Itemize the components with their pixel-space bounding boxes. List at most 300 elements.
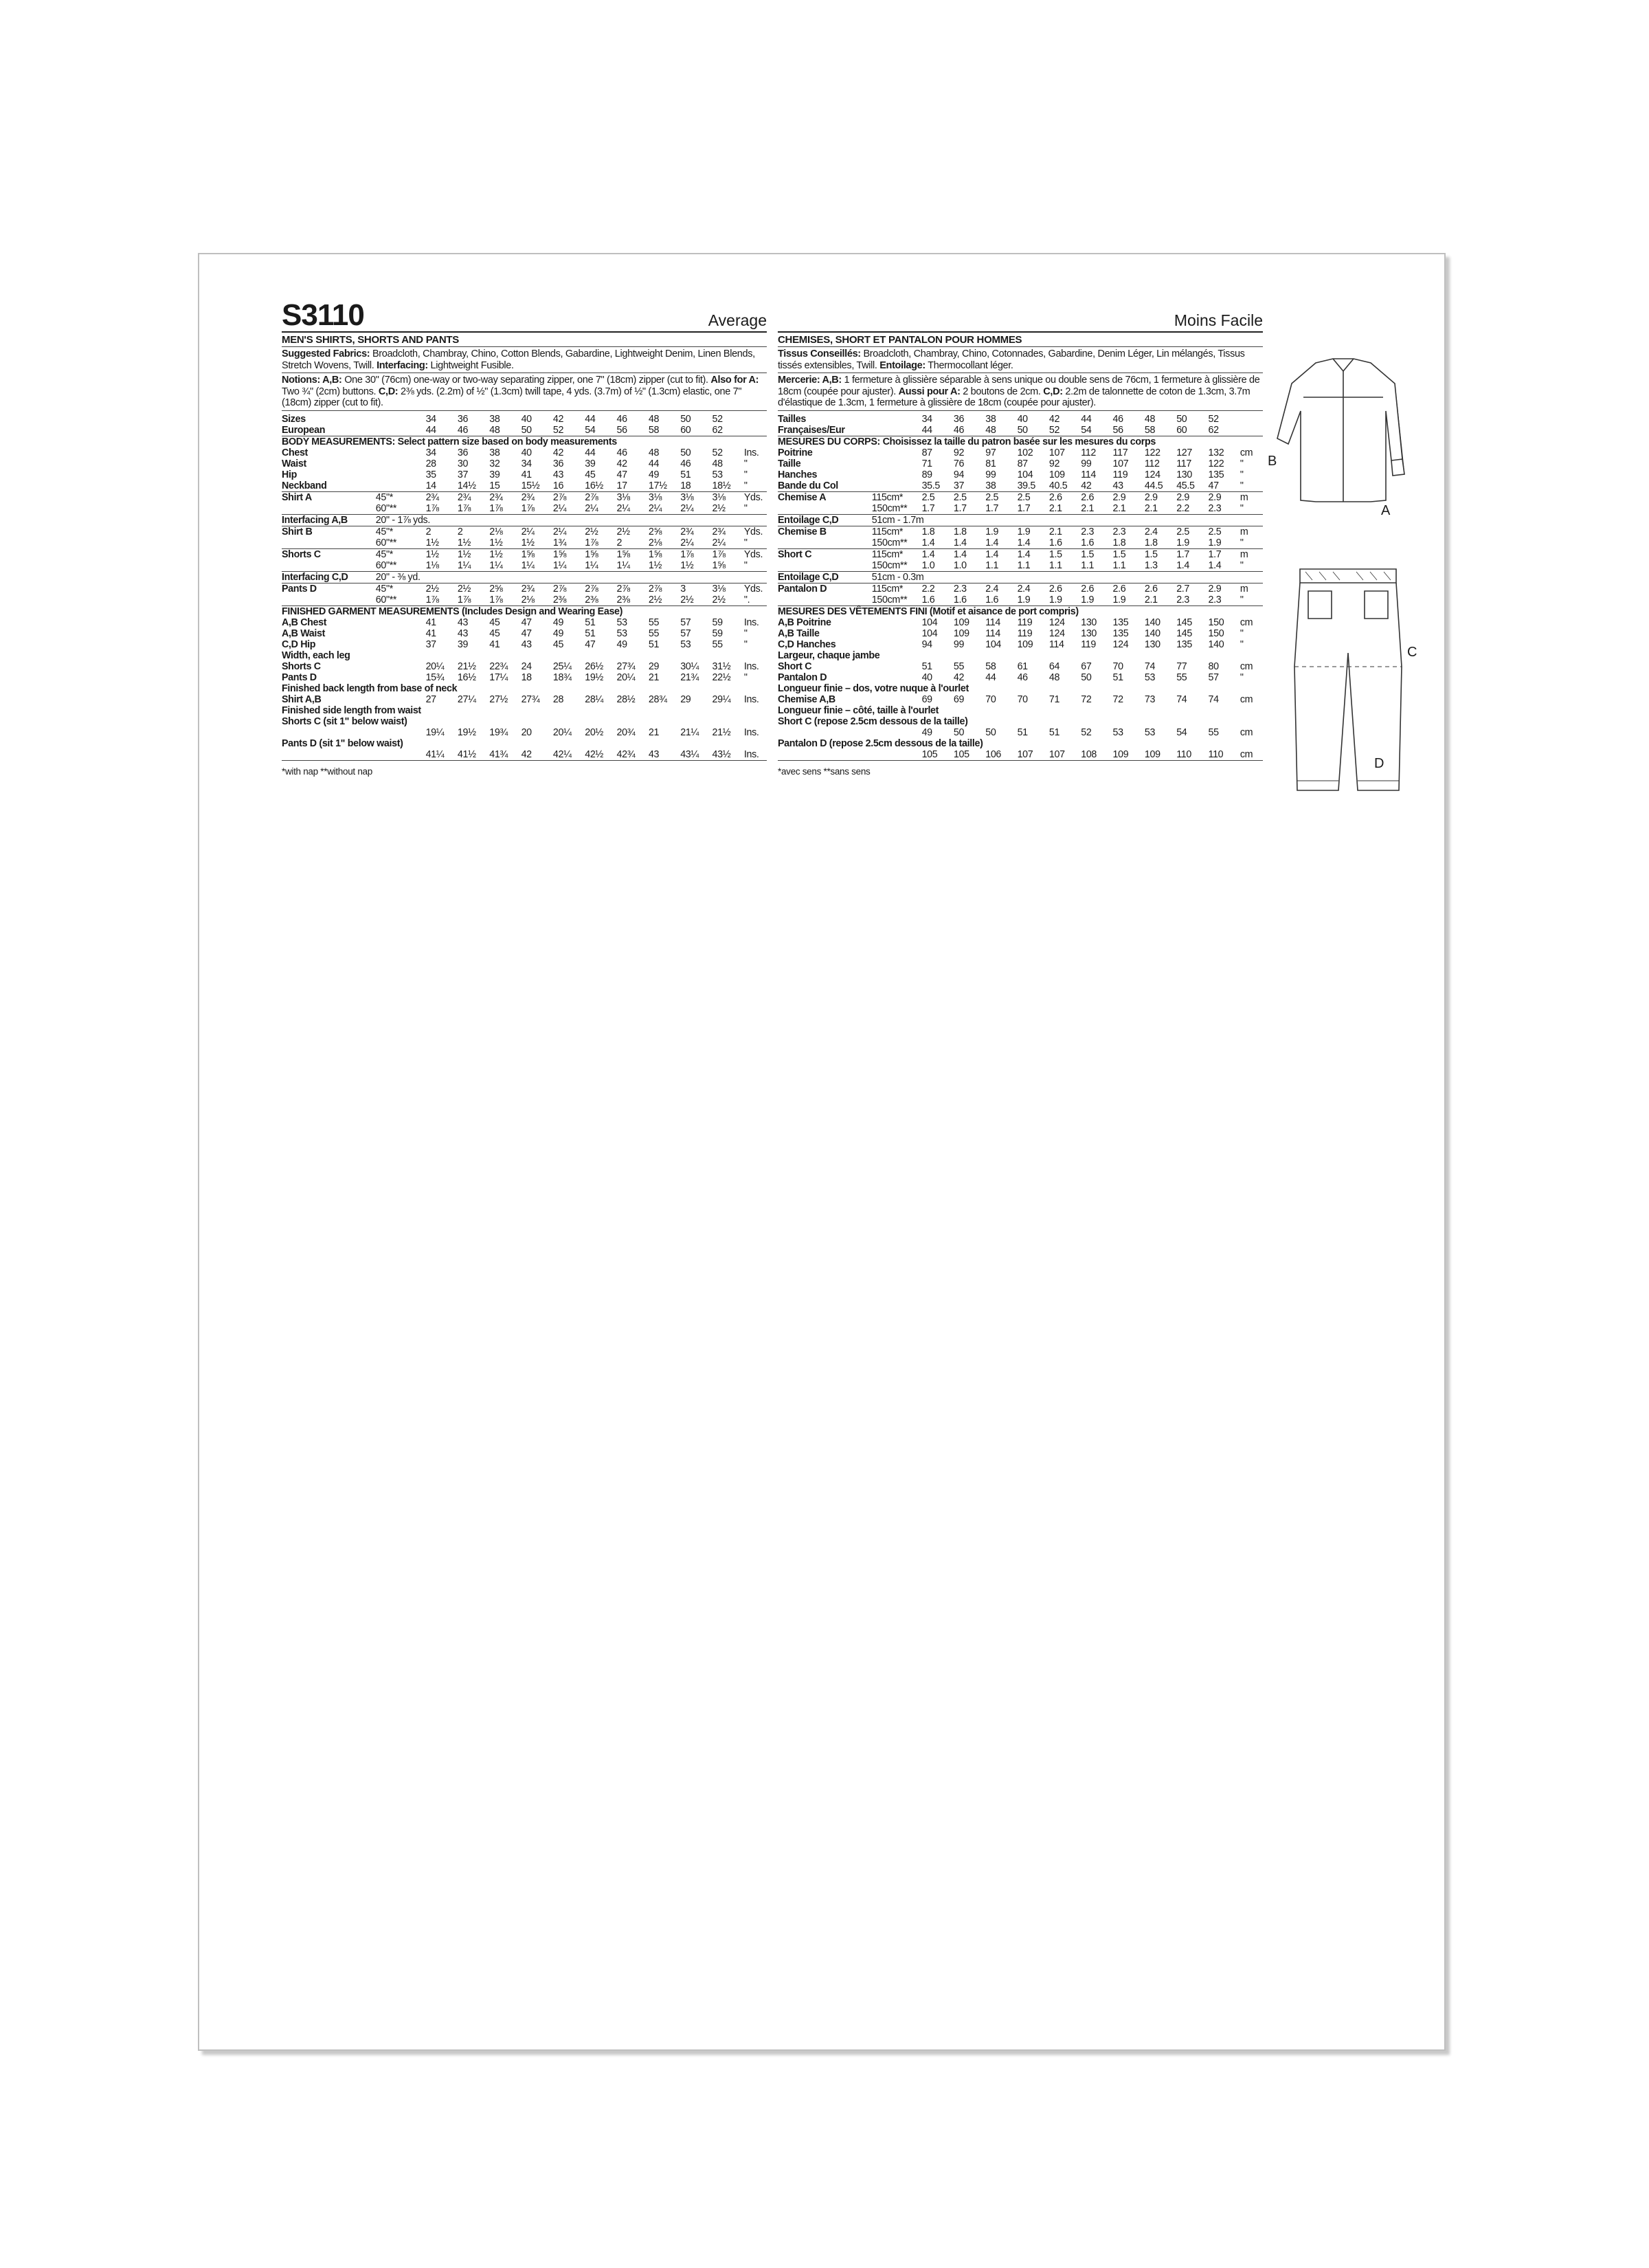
cell-value: 15 — [489, 480, 521, 492]
section-heading: Pants D (sit 1" below waist) — [282, 737, 403, 749]
cell-value: 20¼ — [552, 726, 572, 738]
cell-value: 114 — [985, 627, 1000, 639]
cell-value: 2.1 — [1113, 503, 1145, 515]
cell-value: 92 — [953, 447, 965, 458]
cell-value: 51 — [1112, 671, 1123, 683]
unit-label: " — [1240, 560, 1263, 572]
unit-label: cm — [1239, 726, 1253, 738]
row-label — [282, 537, 376, 549]
row-label: Françaises/Eur — [778, 425, 872, 436]
cell-value: 16 — [553, 480, 585, 492]
cell-value: 51 — [585, 627, 596, 639]
fabric-width — [872, 414, 922, 425]
cell-value: 21½ — [712, 726, 731, 738]
cell-value: 38 — [985, 413, 996, 425]
fabric-width — [376, 458, 426, 469]
cell-value: 22½ — [712, 671, 731, 683]
cell-value: 2¾ — [425, 491, 439, 503]
cell-value: 107 — [1112, 458, 1129, 469]
cell-value: 1⅝ — [713, 560, 744, 572]
table-row — [282, 716, 767, 727]
table-row — [282, 447, 767, 458]
fabric-width — [872, 694, 922, 705]
cell-value: 14 — [426, 480, 458, 492]
cell-value: 74 — [1176, 693, 1187, 705]
cell-value: 119 — [1112, 469, 1128, 480]
cell-value: 45 — [489, 627, 500, 639]
cell-value: 1½ — [457, 548, 471, 560]
cell-value: 43 — [457, 616, 469, 628]
unit-label: " — [744, 480, 767, 492]
fabric-width — [376, 672, 426, 683]
unit-label: " — [1239, 458, 1244, 469]
unit-label — [1240, 425, 1263, 436]
cell-value: 48 — [985, 425, 1017, 436]
cell-value: 37 — [425, 638, 436, 650]
cell-value: 130 — [1176, 469, 1193, 480]
cell-value: 2½ — [585, 526, 598, 537]
cell-value: 36 — [552, 458, 564, 469]
cell-value: 26½ — [585, 660, 603, 672]
row-label: C,D Hip — [282, 638, 316, 650]
unit-label — [1240, 414, 1263, 425]
table-row — [778, 639, 1263, 650]
table-row — [282, 414, 767, 425]
table-row — [778, 526, 1263, 537]
table-row — [282, 458, 767, 469]
cell-value: 15¾ — [425, 671, 445, 683]
cell-value: 1.1 — [1018, 560, 1049, 572]
cell-value: 2⅛ — [649, 537, 680, 549]
cell-value: 1½ — [458, 537, 489, 549]
cell-value: 105 — [922, 749, 954, 761]
row-label: Shirt B — [282, 526, 313, 537]
cell-value: 2.4 — [1144, 526, 1158, 537]
cell-value: 92 — [1048, 458, 1060, 469]
cell-value: 42¼ — [553, 749, 585, 761]
also-text: Two ¾" (2cm) buttons. — [282, 386, 379, 397]
cell-value: 2.6 — [1048, 491, 1062, 503]
interfacing-text: Lightweight Fusible. — [427, 359, 514, 371]
cell-value: 53 — [1112, 726, 1123, 738]
cell-value: 47 — [521, 627, 532, 639]
cell-value: 1.7 — [985, 503, 1017, 515]
cell-value: 40.5 — [1049, 480, 1081, 492]
cell-value: 51 — [648, 638, 660, 650]
table-row — [282, 583, 767, 594]
cell-value: 46 — [680, 458, 691, 469]
row-label: Pantalon D — [778, 671, 827, 683]
cell-value: 2⅞ — [648, 583, 662, 594]
fabric-width — [376, 425, 426, 436]
cell-value: 109 — [953, 627, 969, 639]
row-label — [282, 727, 376, 738]
cell-value: 55 — [712, 638, 723, 650]
table-row — [282, 705, 767, 716]
cell-value: 55 — [648, 627, 660, 639]
cell-value: 1⅞ — [426, 594, 458, 606]
fabric-width: 51cm - 0.3m — [872, 571, 1263, 583]
table-row — [282, 548, 767, 560]
cell-value: 1½ — [426, 537, 458, 549]
cell-value: 2.9 — [1144, 491, 1158, 503]
row-label: Hanches — [778, 469, 818, 480]
fabric-width — [376, 639, 426, 650]
cd-text: 2⅜ yds. (2.2m) of ½" (1.3cm) twill tape, 4 yds. (3.7m) of ½" (1.3cm) elastic, one 7" (18cm) zipper (cut to fit). — [282, 386, 742, 408]
cell-value: 44 — [585, 413, 596, 425]
unit-label: " — [1239, 638, 1244, 650]
cell-value: 19½ — [585, 671, 603, 683]
cell-value: 145 — [1176, 627, 1193, 639]
cell-value: 2.3 — [1176, 594, 1208, 606]
fabric-width — [376, 469, 426, 480]
row-label: A,B Waist — [282, 627, 326, 639]
table-row — [778, 458, 1263, 469]
cell-value: 21¾ — [680, 671, 699, 683]
cell-value: 24 — [521, 660, 532, 672]
cell-value: 119 — [1017, 616, 1033, 628]
cell-value: 53 — [616, 627, 627, 639]
unit-label: Ins. — [743, 693, 759, 705]
unit-label: Ins. — [743, 447, 759, 458]
cell-value: 74 — [1208, 693, 1219, 705]
table-row — [282, 571, 767, 583]
section-heading: Finished side length from waist — [282, 704, 421, 716]
table-row — [778, 672, 1263, 683]
cell-value: 39.5 — [1018, 480, 1049, 492]
row-label — [778, 560, 872, 572]
cell-value: 1¼ — [458, 560, 489, 572]
cell-value: 87 — [921, 447, 932, 458]
cell-value: 99 — [985, 469, 996, 480]
cell-value: 30 — [457, 458, 469, 469]
unit-label: " — [1239, 627, 1244, 639]
cell-value: 1¼ — [585, 560, 616, 572]
cell-value: 30¼ — [680, 660, 699, 672]
cell-value: 52 — [553, 425, 585, 436]
table-row — [778, 661, 1263, 672]
row-label: Chest — [282, 447, 308, 458]
cell-value: 31½ — [712, 660, 731, 672]
skill-level: Average — [708, 311, 767, 329]
cell-value: 14½ — [458, 480, 489, 492]
cell-value: 1¼ — [617, 560, 649, 572]
cell-value: 3⅛ — [680, 491, 694, 503]
cell-value: 18½ — [713, 480, 744, 492]
row-label — [282, 594, 376, 606]
cell-value: 44 — [922, 425, 954, 436]
cell-value: 15½ — [521, 480, 553, 492]
cell-value: 2⅞ — [552, 491, 567, 503]
section-heading: BODY MEASUREMENTS: Select pattern size based on body measurements — [282, 436, 617, 447]
cell-value: 2.6 — [1112, 583, 1126, 594]
row-label: Short C — [778, 660, 812, 672]
cell-value: 145 — [1176, 616, 1193, 628]
cell-value: 20¼ — [425, 660, 445, 672]
cell-value: 41 — [521, 469, 532, 480]
fabric-width — [872, 628, 922, 639]
cell-value: 2½ — [457, 583, 471, 594]
cell-value: 1.0 — [922, 560, 954, 572]
cd-label-fr: C,D: — [1043, 386, 1063, 397]
cell-value: 150 — [1208, 627, 1224, 639]
fabric-width: 150cm** — [872, 503, 922, 515]
cell-value: 87 — [1017, 458, 1028, 469]
cell-value: 2.5 — [1176, 526, 1190, 537]
cell-value: 44.5 — [1145, 480, 1176, 492]
cell-value: 19¼ — [425, 726, 445, 738]
cell-value: 1.9 — [985, 526, 999, 537]
cell-value: 20¼ — [616, 671, 636, 683]
cell-value: 1¼ — [521, 560, 553, 572]
cell-value: 41¾ — [489, 749, 521, 761]
cell-value: 29 — [680, 693, 691, 705]
cell-value: 47 — [585, 638, 596, 650]
cell-value: 1.8 — [953, 526, 967, 537]
cell-value: 114 — [1081, 469, 1096, 480]
interfacing-label: Interfacing: — [377, 359, 428, 371]
cell-value: 58 — [1145, 425, 1176, 436]
cell-value: 1.8 — [921, 526, 935, 537]
cell-value: 1.4 — [921, 548, 935, 560]
cell-value: 21¼ — [680, 726, 699, 738]
cell-value: 48 — [648, 447, 660, 458]
view-b-label: B — [1268, 454, 1277, 469]
table-row — [282, 628, 767, 639]
fabric-width: 150cm** — [872, 537, 922, 549]
cell-value: 2.5 — [953, 491, 967, 503]
cell-value: 2.1 — [1048, 526, 1062, 537]
also-text-fr: 2 boutons de 2cm. — [960, 386, 1044, 397]
table-row — [778, 583, 1263, 594]
cell-value: 2.4 — [985, 583, 999, 594]
cell-value: 50 — [1176, 413, 1187, 425]
cell-value: 2.7 — [1176, 583, 1190, 594]
fabric-width — [376, 749, 426, 761]
table-row — [282, 480, 767, 492]
fabrics-text-fr: Broadcloth, Chambray, Chino, Cotonnades, Gabardine, Denim Léger, Lin mélangés, Tissus tissés extensibles, Twill. — [778, 348, 1245, 371]
cell-value: 59 — [712, 627, 723, 639]
cell-value: 1.9 — [1017, 526, 1031, 537]
cell-value: 34 — [521, 458, 532, 469]
cell-value: 1.9 — [1113, 594, 1145, 606]
cell-value: 46 — [616, 413, 627, 425]
cell-value: 52 — [712, 447, 723, 458]
cell-value: 54 — [1176, 726, 1187, 738]
table-row — [778, 749, 1263, 761]
cell-value: 2.5 — [1017, 491, 1031, 503]
cell-value: 51 — [921, 660, 932, 672]
cell-value: 49 — [616, 638, 627, 650]
cell-value: 104 — [1017, 469, 1033, 480]
cell-value: 1.9 — [1081, 594, 1112, 606]
cell-value: 2.5 — [985, 491, 999, 503]
cell-value: 1⅝ — [648, 548, 662, 560]
notions-text: One 30" (76cm) one-way or two-way separating zipper, one 7" (18cm) zipper (cut to fit). — [341, 375, 711, 386]
cell-value: 1.4 — [1017, 548, 1031, 560]
cell-value: 114 — [985, 616, 1000, 628]
cell-value: 77 — [1176, 660, 1187, 672]
cell-value: 1⅛ — [426, 560, 458, 572]
cell-value: 51 — [1048, 726, 1060, 738]
cell-value: 2.1 — [1081, 503, 1112, 515]
cell-value: 49 — [552, 616, 564, 628]
table-row — [282, 526, 767, 537]
cell-value: 43 — [457, 627, 469, 639]
fabric-width: 45"* — [375, 548, 393, 560]
fabrics-paragraph-fr — [778, 348, 1263, 373]
cell-value: 44 — [985, 671, 996, 683]
cell-value: 48 — [489, 425, 521, 436]
unit-label: Yds. — [743, 526, 763, 537]
section-heading: Largeur, chaque jambe — [778, 649, 880, 661]
cell-value: 117 — [1176, 458, 1191, 469]
cell-value: 29¼ — [712, 693, 731, 705]
cell-value: 2.6 — [1081, 491, 1095, 503]
cell-value: 67 — [1081, 660, 1092, 672]
cell-value: 1.5 — [1144, 548, 1158, 560]
cell-value: 1⅞ — [489, 503, 521, 515]
cell-value: 44 — [1081, 413, 1092, 425]
cell-value: 42½ — [585, 749, 616, 761]
cell-value: 135 — [1112, 627, 1129, 639]
cell-value: 2.6 — [1081, 583, 1095, 594]
row-label: Shorts C — [282, 660, 321, 672]
cell-value: 81 — [985, 458, 996, 469]
fabric-width — [376, 414, 426, 425]
cell-value: 41¼ — [426, 749, 458, 761]
cell-value: 2⅛ — [521, 594, 553, 606]
interfacing-text-fr: Thermocollant léger. — [925, 359, 1013, 371]
row-label — [778, 594, 872, 606]
table-row — [282, 514, 767, 526]
cell-value: 27¼ — [457, 693, 476, 705]
row-label: Pantalon D — [778, 583, 827, 594]
cell-value: 2.9 — [1208, 491, 1222, 503]
cell-value: 61 — [1017, 660, 1028, 672]
cell-value: 57 — [1208, 671, 1219, 683]
row-label — [282, 749, 376, 761]
fabrics-paragraph — [282, 348, 767, 373]
cell-value: 48 — [1048, 671, 1060, 683]
row-label — [778, 749, 872, 761]
row-label: Pants D — [282, 583, 317, 594]
table-row — [778, 560, 1263, 572]
table-row — [778, 548, 1263, 560]
cell-value: 1¾ — [553, 537, 585, 549]
table-row — [778, 727, 1263, 738]
cell-value: 97 — [985, 447, 996, 458]
cell-value: 80 — [1208, 660, 1219, 672]
fabric-width: 150cm** — [872, 560, 922, 572]
cell-value: 17 — [617, 480, 649, 492]
section-heading: Longueur finie – dos, votre nuque à l'ourlet — [778, 682, 969, 694]
cell-value: 18 — [680, 480, 712, 492]
cell-value: 52 — [712, 413, 723, 425]
cell-value: 46 — [616, 447, 627, 458]
cell-value: 60 — [680, 425, 712, 436]
cell-value: 102 — [1017, 447, 1033, 458]
cell-value: 1½ — [649, 560, 680, 572]
table-row — [282, 672, 767, 683]
cell-value: 38 — [489, 413, 500, 425]
cell-value: 27¾ — [521, 693, 540, 705]
row-label: Shirt A — [282, 491, 312, 503]
cell-value: 2.2 — [921, 583, 935, 594]
cell-value: 104 — [921, 616, 938, 628]
cell-value: 44 — [426, 425, 458, 436]
cell-value: 150 — [1208, 616, 1224, 628]
notions-paragraph-fr — [778, 375, 1263, 411]
cell-value: 28½ — [616, 693, 636, 705]
fabric-width — [376, 694, 426, 705]
cell-value: 1.4 — [985, 548, 999, 560]
unit-label: ". — [744, 594, 767, 606]
table-row — [778, 436, 1263, 447]
unit-label: m — [1239, 491, 1248, 503]
fabric-width — [872, 480, 922, 492]
cell-value: 110 — [1209, 749, 1240, 761]
cell-value: 27 — [425, 693, 436, 705]
cell-value: 1⅞ — [426, 503, 458, 515]
fabric-width: 60"** — [376, 560, 426, 572]
cell-value: 2½ — [680, 594, 712, 606]
unit-label: cm — [1239, 616, 1253, 628]
fabric-width: 51cm - 1.7m — [872, 514, 1263, 526]
cell-value: 48 — [648, 413, 660, 425]
cell-value: 2¼ — [617, 503, 649, 515]
row-label: Pants D — [282, 671, 317, 683]
table-row — [778, 491, 1263, 503]
unit-label: " — [1240, 480, 1263, 492]
cell-value: 107 — [1048, 447, 1065, 458]
cell-value: 1⅝ — [552, 548, 567, 560]
table-row — [282, 503, 767, 515]
cell-value: 72 — [1112, 693, 1123, 705]
cell-value: 70 — [985, 693, 996, 705]
cell-value: 1.4 — [922, 537, 954, 549]
cell-value: 1.8 — [1145, 537, 1176, 549]
cell-value: 43 — [649, 749, 680, 761]
cell-value: 1.7 — [1018, 503, 1049, 515]
cell-value: 50 — [953, 726, 965, 738]
cell-value: 104 — [921, 627, 938, 639]
cell-value: 41 — [425, 627, 436, 639]
row-label: Entoilage C,D — [778, 571, 872, 583]
view-c-label: C — [1407, 645, 1417, 660]
cell-value: 1.1 — [1049, 560, 1081, 572]
fabric-width — [872, 447, 922, 458]
measurement-table-fr — [778, 414, 1263, 761]
cell-value: 1½ — [425, 548, 439, 560]
unit-label: " — [743, 638, 748, 650]
cell-value: 2.3 — [953, 583, 967, 594]
table-row — [282, 594, 767, 606]
table-row — [282, 661, 767, 672]
cell-value: 27¾ — [616, 660, 636, 672]
cell-value: 50 — [680, 447, 691, 458]
row-label: Shirt A,B — [282, 693, 322, 705]
unit-label: cm — [1240, 749, 1263, 761]
row-label: C,D Hanches — [778, 638, 836, 650]
table-row — [282, 469, 767, 480]
cell-value: 130 — [1081, 627, 1097, 639]
table-row — [282, 425, 767, 436]
cell-value: 42 — [953, 671, 965, 683]
cell-value: 1⅞ — [458, 594, 489, 606]
cell-value: 28 — [552, 693, 564, 705]
cell-value: 2½ — [649, 594, 680, 606]
